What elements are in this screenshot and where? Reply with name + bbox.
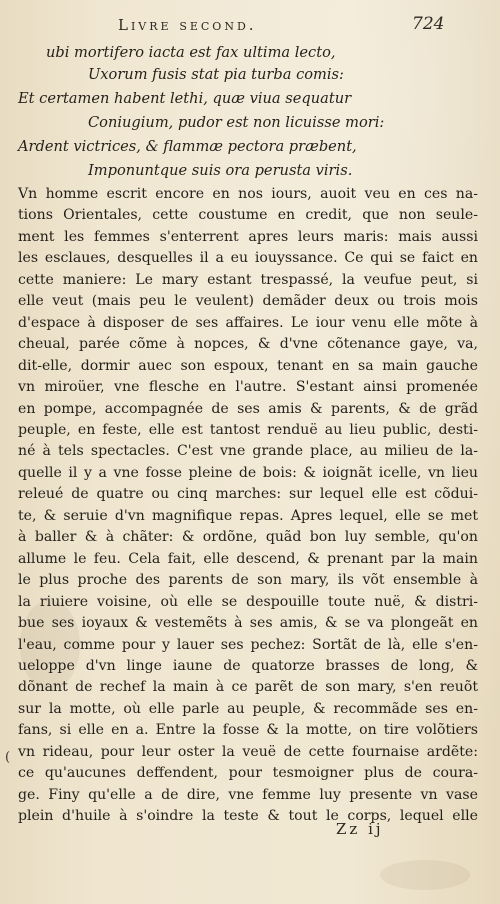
text-line: fans, si elle en a. Entre la fosse & la motte, on tire volõtiers <box>18 722 478 739</box>
text-line: vn rideau, pour leur oster la veuë de cette fournaise ardẽte: <box>18 743 478 760</box>
text-line: cheual, parée cõme à nopces, & d'vne cõtenance gaye, va, <box>18 336 478 353</box>
verse-line: Coniugium, pudor est non licuisse mori: <box>88 114 385 131</box>
text-line: d'espace à disposer de ses affaires. Le iour venu elle mõte à <box>18 314 478 331</box>
text-line: plein d'huile à s'oindre la teste & tout le corps, lequel elle <box>18 808 478 825</box>
text-line: te, & seruie d'vn magnifique repas. Apres lequel, elle se met <box>18 507 478 524</box>
text-line: Vn homme escrit encore en nos iours, auoit veu en ces na- <box>18 186 478 202</box>
text-line: ueloppe d'vn linge iaune de quatorze brasses de long, & <box>18 657 478 674</box>
signature-mark: Zz ij <box>336 820 384 838</box>
text-line: la riuiere voisine, où elle se despouille toute nuë, & distri- <box>18 593 478 610</box>
text-line: tions Orientales, cette coustume en credit, que non seule- <box>18 207 478 224</box>
paper-stain <box>380 860 470 890</box>
text-line: allume le feu. Cela fait, elle descend, & prenant par la main <box>18 550 478 567</box>
text-line: le plus proche des parents de son mary, ils võt ensemble à <box>18 572 478 589</box>
verse-line: ubi mortifero iacta est fax ultima lecto, <box>46 44 336 61</box>
text-line: à baller & à chãter: & ordõne, quãd bon luy semble, qu'on <box>18 529 478 546</box>
text-line: vn miroüer, vne flesche en l'autre. S'estant ainsi promenée <box>18 379 478 396</box>
text-line: ment les femmes s'enterrent apres leurs maris: mais aussi <box>18 228 478 245</box>
prose-block <box>18 184 478 828</box>
page-number: 724 <box>412 14 445 34</box>
text-line: ge. Finy qu'elle a de dire, vne femme luy presente vn vase <box>18 786 478 803</box>
verse-line: Et certamen habent lethi, quæ viua sequatur <box>18 90 352 107</box>
verse-line: Ardent victrices, & flammæ pectora præbent, <box>18 138 357 155</box>
text-line: sur la motte, où elle parle au peuple, & recommãde ses en- <box>18 700 478 717</box>
text-line: cette maniere: Le mary estant trespassé, la veufue peut, si <box>18 271 478 288</box>
margin-mark: ( <box>5 750 11 765</box>
text-line: les esclaues, desquelles il a eu iouyssance. Ce qui se faict en <box>18 250 478 267</box>
text-line: peuple, en feste, elle est tantost renduë au lieu public, desti- <box>18 421 478 438</box>
text-line: l'eau, comme pour y lauer ses pechez: Sortãt de là, elle s'en- <box>18 636 478 653</box>
text-line: quelle il y a vne fosse pleine de bois: & ioignãt icelle, vn lieu <box>18 464 478 481</box>
text-line: dit-elle, dormir auec son espoux, tenant en sa main gauche <box>18 357 478 374</box>
text-line: elle veut (mais peu le veulent) demãder deux ou trois mois <box>18 293 478 310</box>
text-line: bue ses ioyaux & vestemẽts à ses amis, & se va plongeãt en <box>18 615 478 632</box>
text-line: né à tels spectacles. C'est vne grande place, au milieu de la- <box>18 443 478 460</box>
text-line: ce qu'aucunes deffendent, pour tesmoigner plus de coura- <box>18 765 478 782</box>
text-line: en pompe, accompagnée de ses amis & parents, & de grãd <box>18 400 478 417</box>
verse-line: Imponuntque suis ora perusta viris. <box>88 162 353 179</box>
text-line: dõnant de rechef la main à ce parẽt de son mary, s'en reuõt <box>18 679 478 696</box>
verse-line: Uxorum fusis stat pia turba comis: <box>88 66 344 83</box>
text-line: releué de quatre ou cinq marches: sur lequel elle est cõdui- <box>18 486 478 503</box>
running-head: Livre second. <box>118 16 257 34</box>
page-header <box>0 14 500 38</box>
